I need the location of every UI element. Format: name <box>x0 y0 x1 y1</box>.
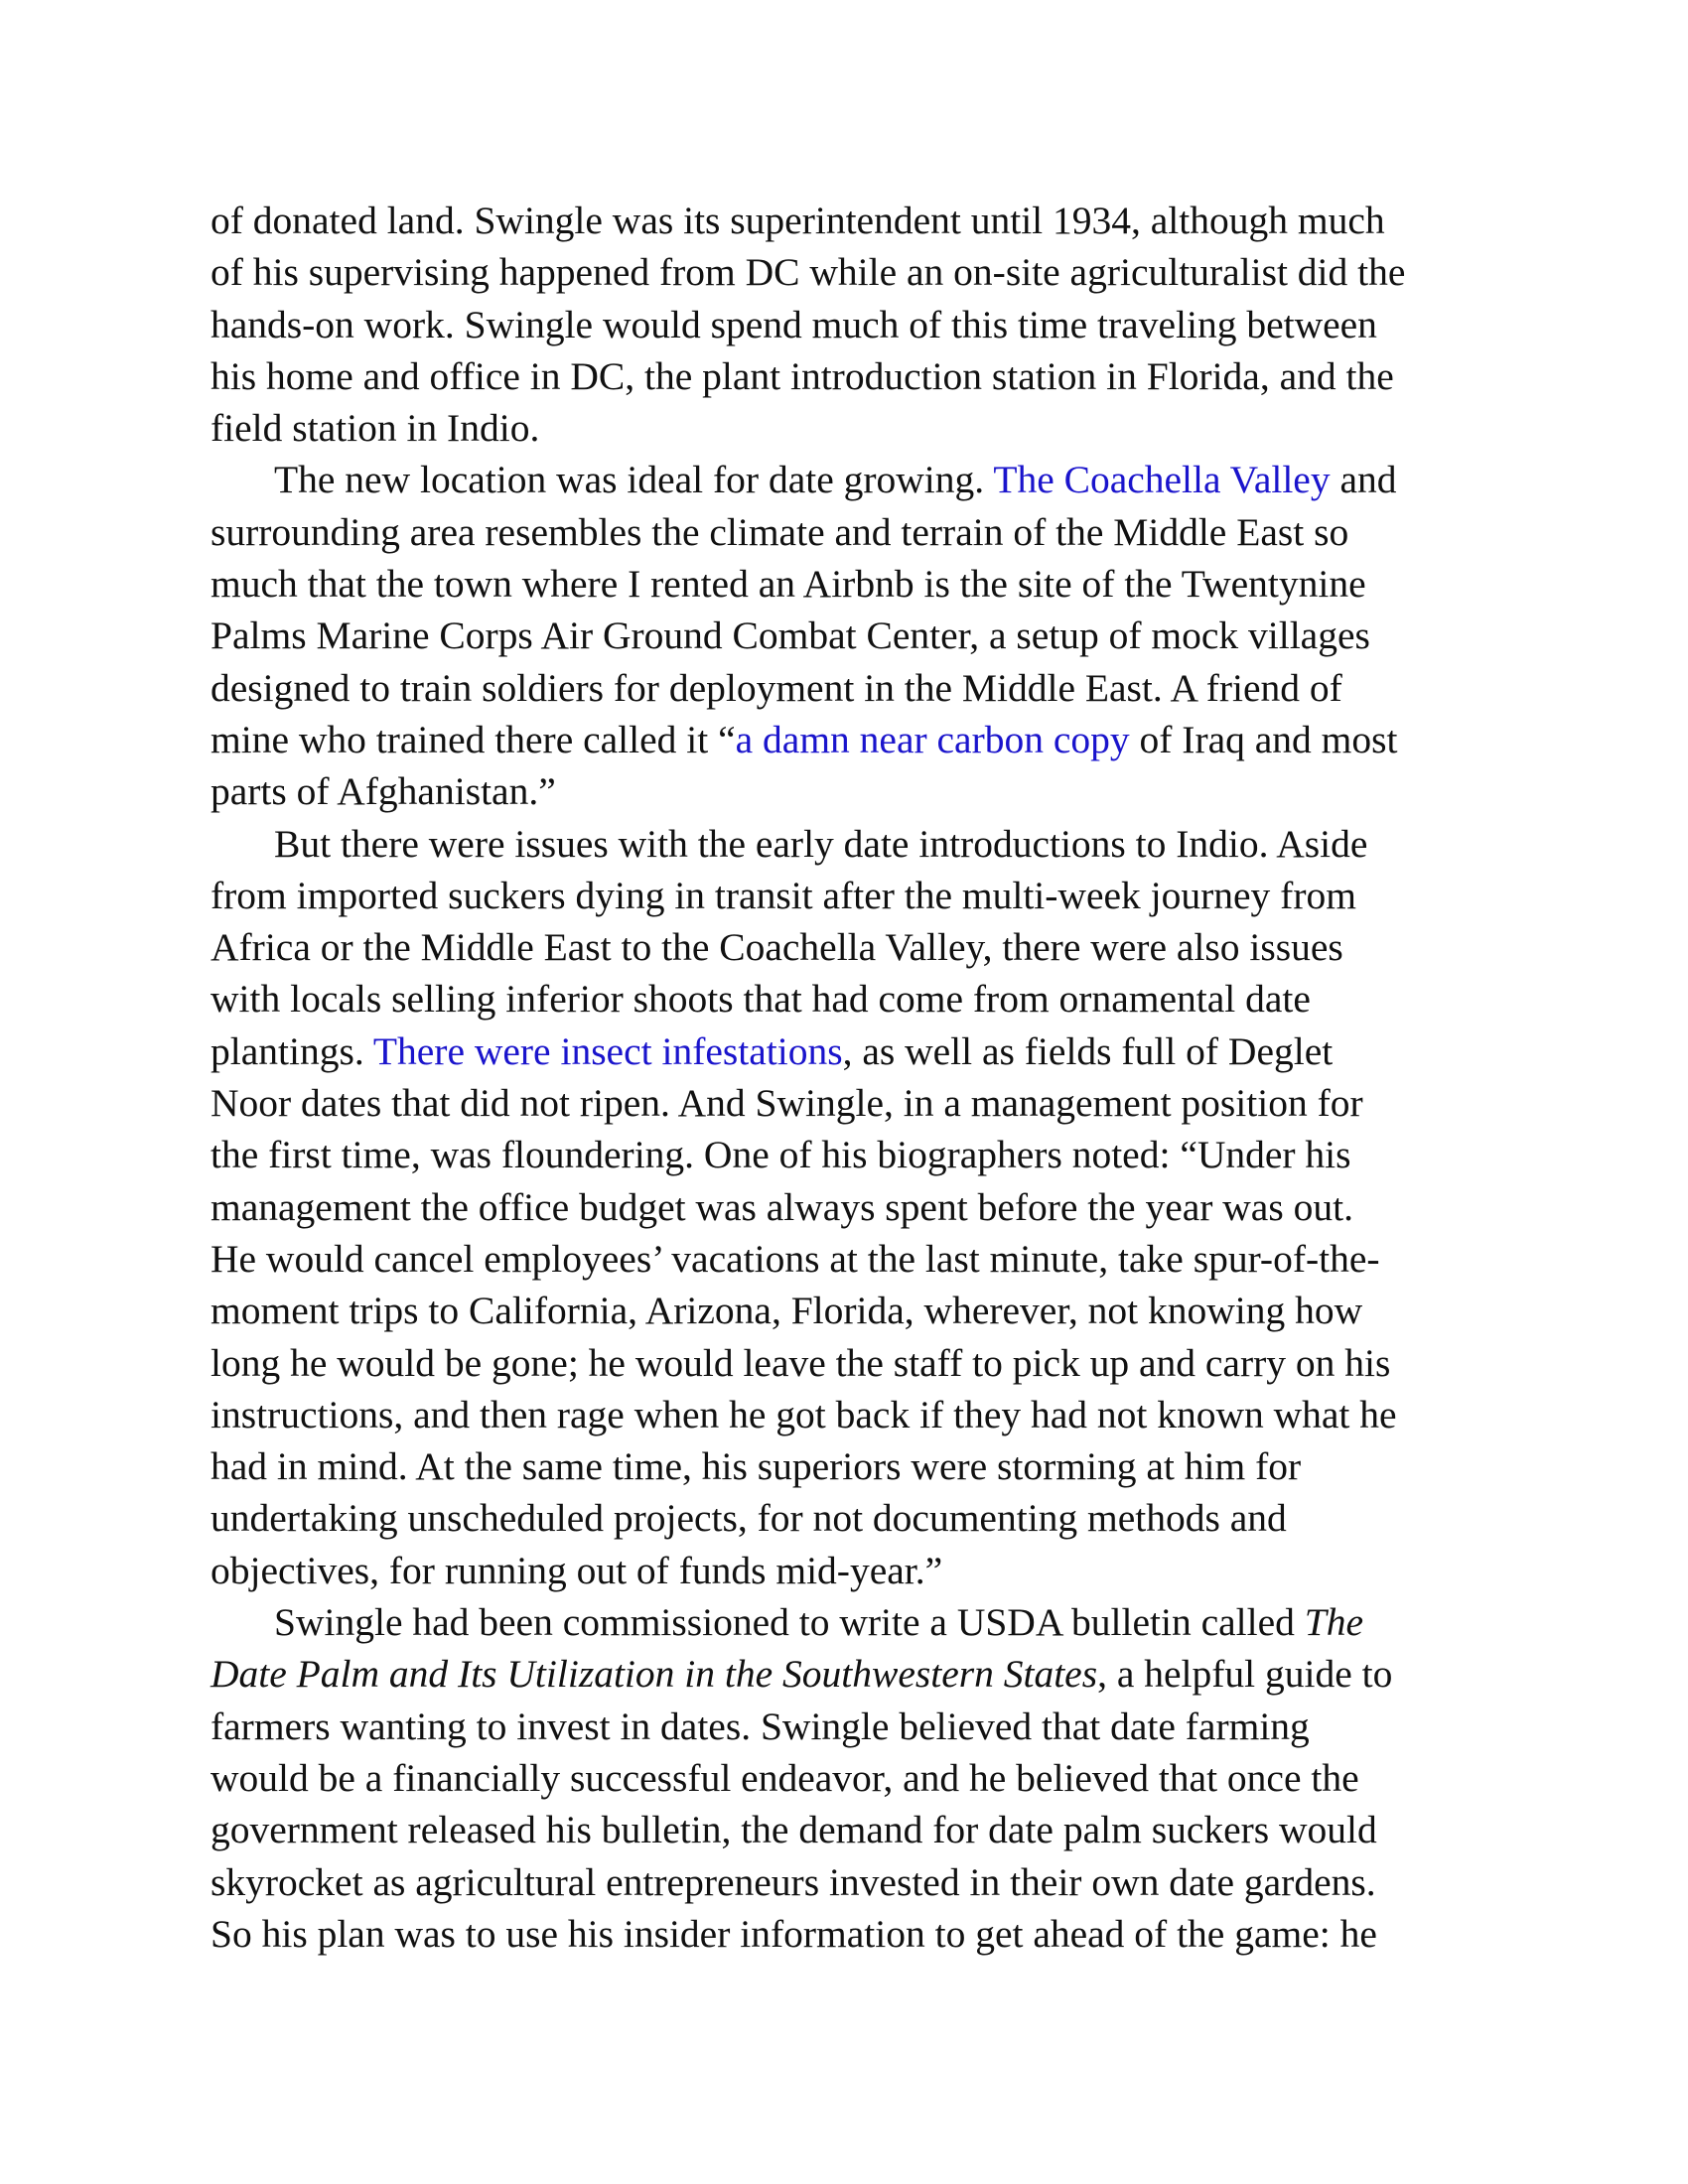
text-segment: had in mind. At the same time, his superiors were storming at him for <box>211 1444 1302 1489</box>
text-line <box>211 1752 1491 1804</box>
text-segment: his home and office in DC, the plant introduction station in Florida, and the <box>211 353 1394 398</box>
text-segment: Palms Marine Corps Air Ground Combat Center, a setup of mock villages <box>211 614 1370 658</box>
text-line <box>211 818 1491 870</box>
text-line <box>211 1701 1491 1752</box>
text-segment: government released his bulletin, the demand for date palm suckers would <box>211 1808 1377 1852</box>
text-line <box>211 1389 1491 1440</box>
italic-title-text: The <box>1304 1600 1364 1645</box>
text-segment: long he would be gone; he would leave the staff to pick up and carry on his <box>211 1340 1391 1385</box>
text-line <box>211 299 1491 350</box>
text-segment: , a helpful guide to <box>1097 1652 1393 1697</box>
text-segment: plantings. <box>211 1028 373 1073</box>
text-line <box>211 1596 1491 1648</box>
hyperlink[interactable]: The Coachella Valley <box>993 458 1331 502</box>
text-line <box>211 1545 1491 1596</box>
text-segment: much that the town where I rented an Airbnb is the site of the Twentynine <box>211 562 1366 607</box>
text-segment: skyrocket as agricultural entrepreneurs invested in their own date gardens. <box>211 1859 1376 1904</box>
text-segment: The new location was ideal for date growing. <box>274 458 994 502</box>
text-segment: management the office budget was always spent before the year was out. <box>211 1184 1353 1229</box>
text-line <box>211 506 1491 558</box>
text-line <box>211 973 1491 1024</box>
text-line <box>211 1492 1491 1544</box>
text-segment: moment trips to California, Arizona, Florida, wherever, not knowing how <box>211 1289 1363 1333</box>
text-line <box>211 610 1491 661</box>
text-segment: Swingle had been commissioned to write a USDA bulletin called <box>274 1600 1305 1645</box>
text-segment: from imported suckers dying in transit after the multi-week journey from <box>211 873 1356 917</box>
paragraph-4 <box>211 1596 1491 1960</box>
italic-title-text: Date Palm and Its Utilization in the Southwestern States <box>211 1652 1098 1697</box>
text-segment: objectives, for running out of funds mid-year.” <box>211 1548 943 1592</box>
text-line <box>211 1077 1491 1129</box>
text-segment: parts of Afghanistan.” <box>211 769 556 814</box>
text-segment: with locals selling inferior shoots that had come from ornamental date <box>211 977 1311 1022</box>
text-line <box>211 1648 1491 1700</box>
text-line <box>211 1908 1491 1960</box>
text-line <box>211 921 1491 973</box>
text-line <box>211 454 1491 505</box>
text-line <box>211 1285 1491 1336</box>
text-segment: hands-on work. Swingle would spend much of this time traveling between <box>211 302 1377 346</box>
text-segment: would be a financially successful endeavor, and he believed that once the <box>211 1755 1359 1800</box>
text-segment: So his plan was to use his insider information to get ahead of the game: he <box>211 1911 1377 1956</box>
text-segment: surrounding area resembles the climate and terrain of the Middle East so <box>211 509 1349 554</box>
text-line <box>211 1181 1491 1233</box>
text-line <box>211 870 1491 921</box>
hyperlink[interactable]: a damn near carbon copy <box>735 717 1130 761</box>
text-line <box>211 1440 1491 1492</box>
text-segment: Africa or the Middle East to the Coachella Valley, there were also issues <box>211 925 1343 970</box>
text-segment: Noor dates that did not ripen. And Swingle, in a management position for <box>211 1081 1363 1126</box>
text-segment: the first time, was floundering. One of his biographers noted: “Under his <box>211 1133 1351 1177</box>
text-line <box>211 765 1491 817</box>
paragraph-3 <box>211 818 1491 1596</box>
text-line <box>211 195 1491 246</box>
paragraph-1 <box>211 195 1491 454</box>
text-line <box>211 558 1491 610</box>
text-line <box>211 350 1491 402</box>
text-line <box>211 1129 1491 1180</box>
text-segment: He would cancel employees’ vacations at the last minute, take spur-of-the- <box>211 1236 1380 1281</box>
text-line <box>211 1804 1491 1855</box>
text-segment: undertaking unscheduled projects, for not documenting methods and <box>211 1496 1287 1541</box>
paragraph-2 <box>211 454 1491 817</box>
text-segment: of Iraq and most <box>1129 717 1398 761</box>
text-segment: field station in Indio. <box>211 406 540 451</box>
text-line <box>211 1337 1491 1389</box>
text-line <box>211 246 1491 298</box>
text-segment: mine who trained there called it “ <box>211 717 736 761</box>
text-line <box>211 1233 1491 1285</box>
text-segment: , as well as fields full of Deglet <box>842 1028 1334 1073</box>
hyperlink[interactable]: There were insect infestations <box>372 1028 843 1073</box>
text-line <box>211 402 1491 454</box>
text-segment: instructions, and then rage when he got back if they had not known what he <box>211 1392 1397 1436</box>
text-segment: But there were issues with the early date introductions to Indio. Aside <box>274 821 1368 866</box>
text-segment: designed to train soldiers for deployment in the Middle East. A friend of <box>211 665 1342 710</box>
text-segment: farmers wanting to invest in dates. Swingle believed that date farming <box>211 1704 1310 1748</box>
text-segment: and <box>1330 458 1397 502</box>
text-segment: of donated land. Swingle was its superintendent until 1934, although much <box>211 199 1385 242</box>
text-line <box>211 1025 1491 1077</box>
text-line <box>211 662 1491 714</box>
text-line <box>211 1856 1491 1908</box>
text-line <box>211 714 1491 765</box>
text-segment: of his supervising happened from DC while an on-site agriculturalist did the <box>211 250 1406 295</box>
document-page <box>211 195 1491 1960</box>
